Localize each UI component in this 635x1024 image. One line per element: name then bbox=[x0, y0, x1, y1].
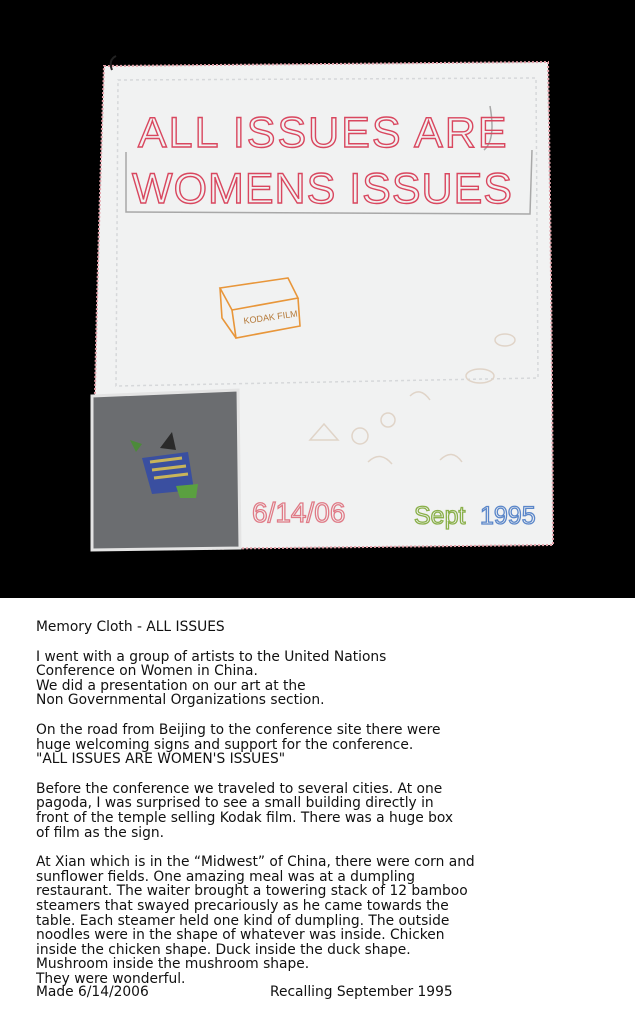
caption-text bbox=[36, 620, 635, 1001]
caption-paragraph-1: I went with a group of artists to the United Nations Conference on Women in China. We did a presentation on our art at the Non Governmental Organizations section. bbox=[36, 648, 387, 709]
caption-title: Memory Cloth - ALL ISSUES bbox=[36, 620, 225, 635]
caption-paragraph-4: At Xian which is in the “Midwest” of China, there were corn and sunflower fields. One amazing meal was at a dumpling restaurant. The waiter brought a towering stack of 12 bamboo steamers that swayed precariously as he came towards the table. Each steamer held one kind of dumpling. The outside noodles were in the shape of whatever was inside. Chicken inside the chicken shape. Duck inside the duck shape. Mushroom inside the mushroom shape. They were wonderful. bbox=[36, 854, 475, 987]
stitched-sept: Sept bbox=[414, 502, 466, 530]
caption-paragraph-2: On the road from Beijing to the conference site there were huge welcoming signs and support for the conference. "ALL ISSUES ARE WOMEN'S ISSUES" bbox=[36, 721, 441, 768]
svg-text:KODAK FILM: KODAK FILM bbox=[242, 308, 299, 326]
recalling-date: Recalling September 1995 bbox=[270, 984, 453, 1000]
made-date: Made 6/14/2006 bbox=[36, 984, 149, 1000]
stitched-line-2: WOMENS ISSUES bbox=[132, 165, 513, 213]
caption-paragraph-3: Before the conference we traveled to several cities. At one pagoda, I was surprised to see a small building directly in front of the temple selling Kodak film. There was a huge box of film as the sign. bbox=[36, 780, 454, 841]
stitched-year: 1995 bbox=[480, 502, 536, 530]
stitched-date-made: 6/14/06 bbox=[252, 497, 346, 528]
stitched-line-1: ALL ISSUES ARE bbox=[138, 109, 509, 157]
caption-footer bbox=[36, 984, 635, 1000]
